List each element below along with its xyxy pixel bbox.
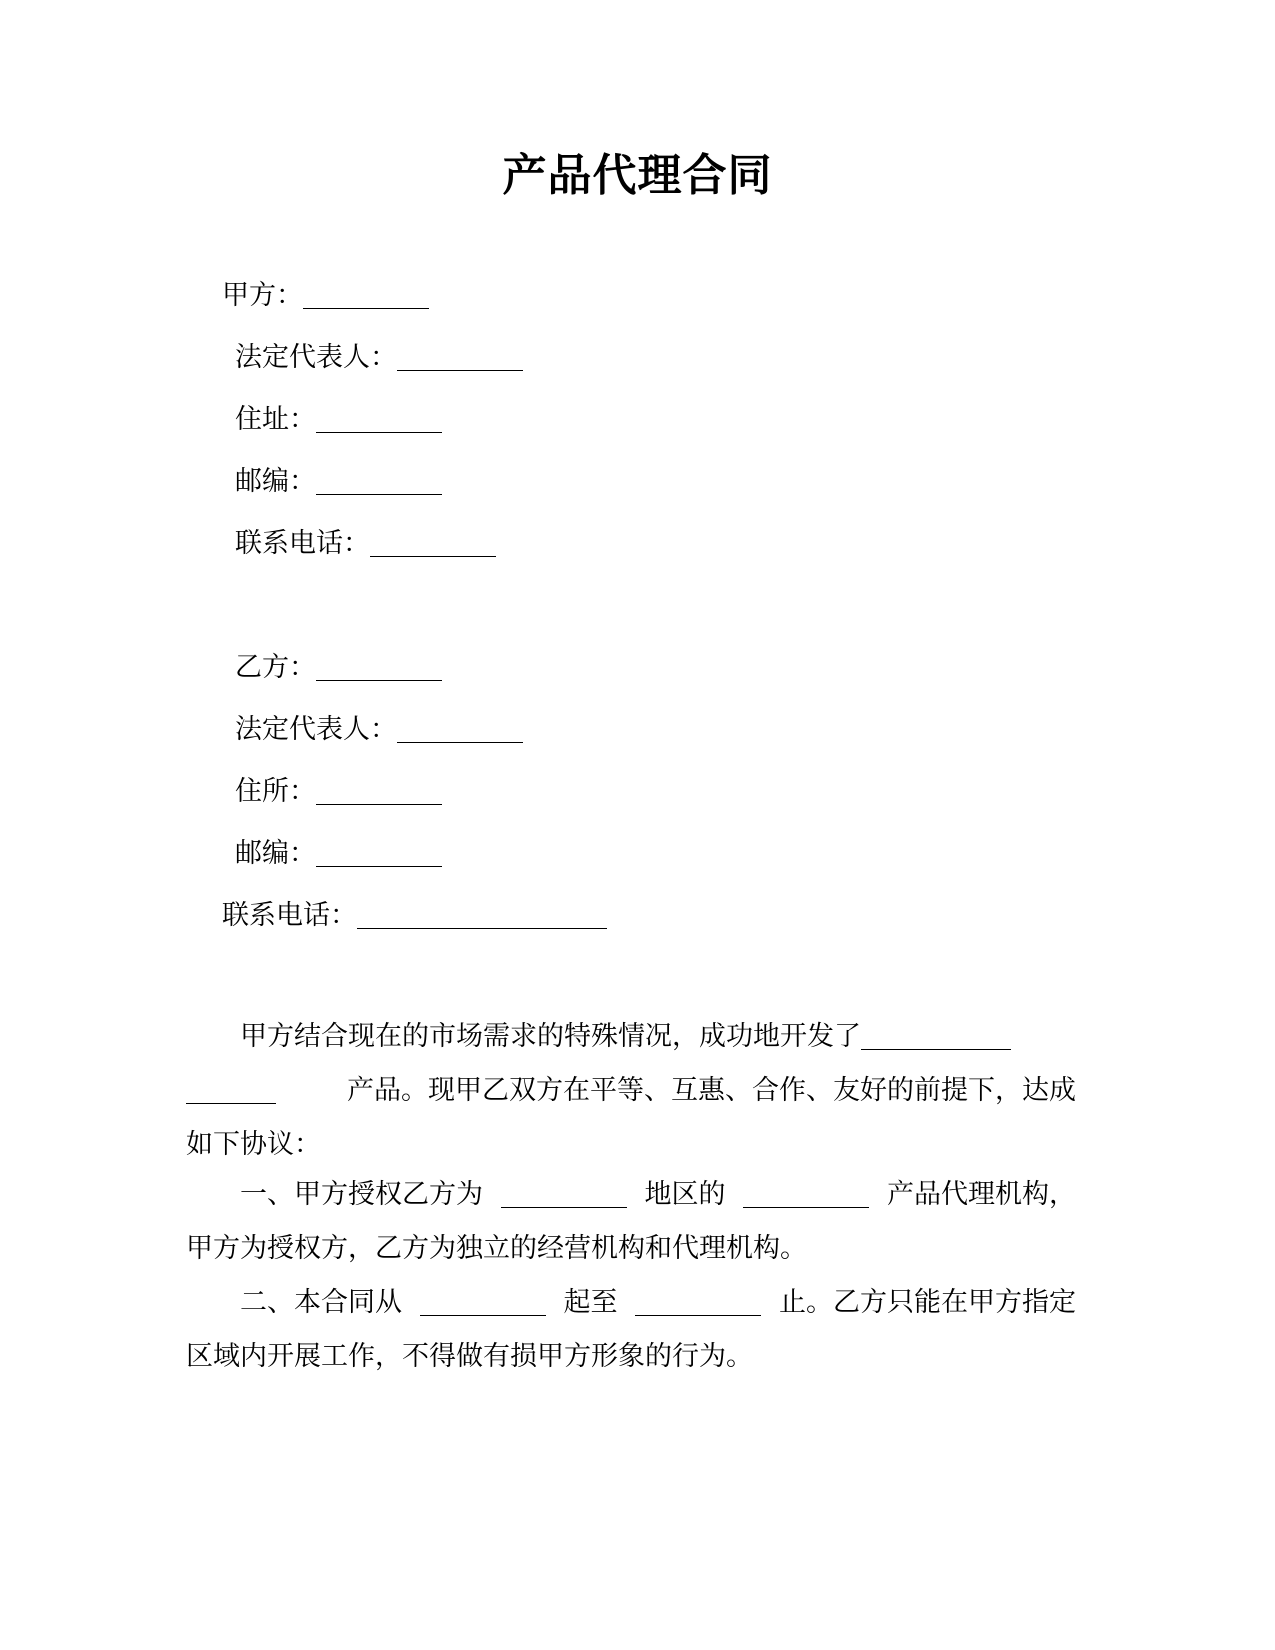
clause-2 xyxy=(186,1276,1076,1384)
clause-2-line-2 xyxy=(186,1330,753,1384)
party-b-label: 乙方： xyxy=(235,652,316,683)
clause-1-text-b: 地区的 xyxy=(644,1179,726,1210)
party-b-postcode-field xyxy=(235,836,442,872)
party-a-legal-rep-blank[interactable] xyxy=(397,340,523,371)
party-a-address-blank[interactable] xyxy=(316,402,442,433)
party-a-phone-field xyxy=(235,526,496,562)
intro-line-1 xyxy=(240,1010,1076,1064)
intro-text-2: 产品。现甲乙双方在平等、互惠、合作、友好的前提下，达成 xyxy=(347,1075,1076,1106)
party-b-blank[interactable] xyxy=(316,650,442,681)
party-b-address-field xyxy=(235,774,442,810)
product-name-blank-part1[interactable] xyxy=(861,1019,1011,1050)
party-a-field xyxy=(222,278,429,314)
end-date-blank[interactable] xyxy=(635,1285,761,1316)
party-a-phone-blank[interactable] xyxy=(370,526,496,557)
party-b-postcode-blank[interactable] xyxy=(316,836,442,867)
party-a-legal-rep-label: 法定代表人： xyxy=(235,342,397,373)
product-blank[interactable] xyxy=(743,1177,869,1208)
party-b-legal-rep-blank[interactable] xyxy=(397,712,523,743)
party-b-phone-label: 联系电话： xyxy=(222,900,357,931)
start-date-blank[interactable] xyxy=(420,1285,546,1316)
document-title: 产品代理合同 xyxy=(502,150,773,201)
clause-2-text-a: 二、本合同从 xyxy=(240,1287,402,1318)
clause-1-line-2 xyxy=(186,1222,807,1276)
clause-2-text-c: 止。乙方只能在甲方指定 xyxy=(779,1287,1076,1318)
party-a-legal-rep-field xyxy=(235,340,523,376)
party-b-legal-rep-label: 法定代表人： xyxy=(235,714,397,745)
party-b-phone-field xyxy=(222,898,607,934)
party-b-field xyxy=(235,650,442,686)
clause-2-text-d: 区域内开展工作，不得做有损甲方形象的行为。 xyxy=(186,1341,753,1372)
party-a-address-field xyxy=(235,402,442,438)
party-a-postcode-label: 邮编： xyxy=(235,466,316,497)
party-b-postcode-label: 邮编： xyxy=(235,838,316,869)
party-a-postcode-blank[interactable] xyxy=(316,464,442,495)
clause-1-line-1 xyxy=(240,1168,1076,1222)
intro-line-2 xyxy=(186,1064,1076,1118)
clause-1-text-c: 产品代理机构， xyxy=(887,1179,1076,1210)
clause-1 xyxy=(186,1168,1076,1276)
party-a-phone-label: 联系电话： xyxy=(235,528,370,559)
intro-text-1: 甲方结合现在的市场需求的特殊情况，成功地开发了 xyxy=(240,1021,861,1052)
party-a-label: 甲方： xyxy=(222,280,303,311)
clause-2-line-1 xyxy=(240,1276,1076,1330)
intro-text-3: 如下协议： xyxy=(186,1129,321,1160)
clause-1-text-d: 甲方为授权方，乙方为独立的经营机构和代理机构。 xyxy=(186,1233,807,1264)
intro-paragraph xyxy=(186,1010,1076,1172)
clause-1-text-a: 一、甲方授权乙方为 xyxy=(240,1179,483,1210)
product-name-blank-part2[interactable] xyxy=(186,1073,276,1104)
region-blank[interactable] xyxy=(501,1177,627,1208)
party-a-postcode-field xyxy=(235,464,442,500)
intro-line-3 xyxy=(186,1118,321,1172)
clause-2-text-b: 起至 xyxy=(563,1287,618,1318)
party-a-address-label: 住址： xyxy=(235,404,316,435)
party-b-legal-rep-field xyxy=(235,712,523,748)
party-a-blank[interactable] xyxy=(303,278,429,309)
party-b-address-label: 住所： xyxy=(235,776,316,807)
party-b-phone-blank[interactable] xyxy=(357,898,607,929)
party-b-address-blank[interactable] xyxy=(316,774,442,805)
